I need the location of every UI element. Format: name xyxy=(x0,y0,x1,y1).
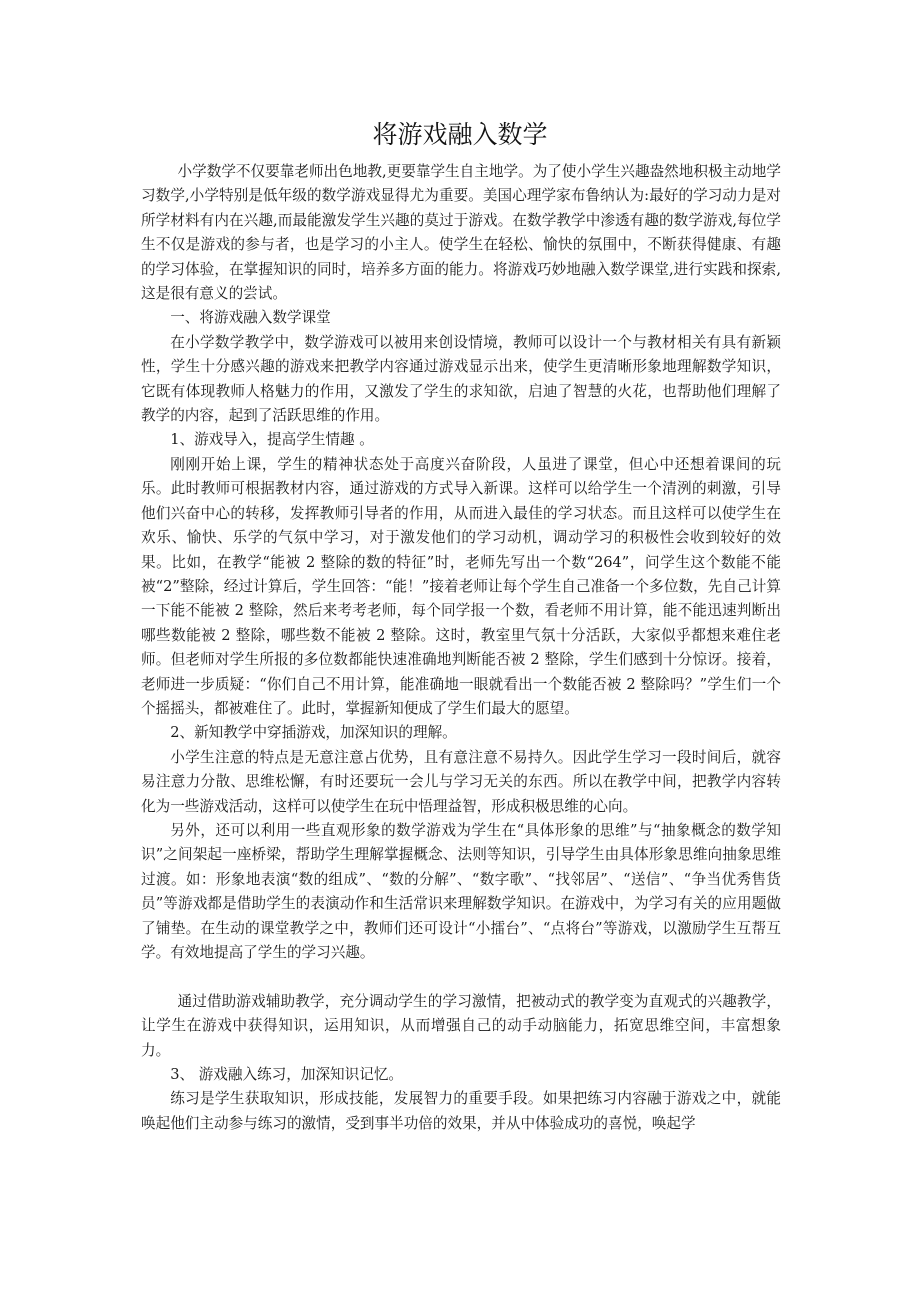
document-title: 将游戏融入数学 xyxy=(372,120,548,149)
body-paragraph: 小学生注意的特点是无意注意占优势，且有意注意不易持久。因此学生学习一段时间后，就容易注意力分散、思维松懈，有时还要玩一会儿与学习无关的东西。所以在教学中间，把教学内容转化为一些游戏活动，这样可以使学生在玩中悟理益智，形成积极思维的心向。 xyxy=(141,748,781,815)
subsection-heading-1: 1、游戏导入，提高学生情趣 。 xyxy=(170,431,374,449)
body-paragraph: 另外，还可以利用一些直观形象的数学游戏为学生在“具体形象的思维”与“抽象概念的数学知识”之间架起一座桥梁，帮助学生理解掌握概念、法则等知识，引导学生由具体形象思维向抽象思维过渡。如：形象地表演“数的组成”、“数的分解”、“数字歌”、“找邻居”、“送信”、“争当优秀售货员”等游戏都是借助学生的表演动作和生活常识来理解数学知识。在游戏中，为学习有关的应用题做了铺垫。在生动的课堂教学之中，教师们还可设计“小擂台”、“点将台”等游戏，以激励学生互帮互学。有效地提高了学生的学习兴趣。 xyxy=(141,821,781,961)
blank-line xyxy=(141,965,781,989)
body-paragraph: 练习是学生获取知识，形成技能，发展智力的重要手段。如果把练习内容融于游戏之中，就能唤起他们主动参与练习的激情，受到事半功倍的效果，并从中体验成功的喜悦，唤起学 xyxy=(141,1090,781,1132)
subsection-heading-2: 2、新知教学中穿插游戏，加深知识的理解。 xyxy=(170,724,457,742)
subsection-heading-3: 3、 游戏融入练习，加深知识记忆。 xyxy=(170,1066,404,1084)
intro-paragraph: 小学数学不仅要靠老师出色地教,更要靠学生自主地学。为了使小学生兴趣盎然地积极主动地学习数学,小学特别是低年级的数学游戏显得尤为重要。美国心理学家布鲁纳认为:最好的学习动力是对所学材料有内在兴趣,而最能激发学生兴趣的莫过于游戏。在数学教学中渗透有趣的数学游戏,每位学生不仅是游戏的参与者，也是学习的小主人。使学生在轻松、愉快的氛围中，不断获得健康、有趣的学习体验，在掌握知识的同时，培养多方面的能力。将游戏巧妙地融入数学课堂,进行实践和探索,这是很有意义的尝试。 xyxy=(141,163,781,303)
document-body xyxy=(141,160,781,1136)
body-paragraph: 通过借助游戏辅助教学，充分调动学生的学习激情，把被动式的教学变为直观式的兴趣教学，让学生在游戏中获得知识，运用知识，从而增强自己的动手动脑能力，拓宽思维空间，丰富想象力。 xyxy=(141,992,781,1059)
body-paragraph: 刚刚开始上课，学生的精神状态处于高度兴奋阶段，人虽进了课堂，但心中还想着课间的玩乐。此时教师可根据教材内容，通过游戏的方式导入新课。这样可以给学生一个清洌的刺激，引导他们兴奋中心的转移，发挥教师引导者的作用，从而进入最佳的学习状态。而且这样可以使学生在欢乐、愉快、乐学的气氛中学习，对于激发他们的学习动机，调动学习的积极性会收到较好的效果。比如，在教学“能被 2 整除的数的特征”时，老师先写出一个数“264”，问学生这个数能不能被“2”整除，经过计算后，学生回答：“能！”接着老师让每个学生自己准备一个多位数，先自己计算一下能不能被 2 整除，然后来考考老师，每个同学报一个数，看老师不用计算，能不能迅速判断出哪些数能被 2 整除，哪些数不能被 2 整除。这时，教室里气氛十分活跃，大家似乎都想来难住老师。但老师对学生所报的多位数都能快速准确地判断能否被 2 整除，学生们感到十分惊讶。接着，老师进一步质疑：“你们自己不用计算，能准确地一眼就看出一个数能否被 2 整除吗？”学生们一个个摇摇头，都被难住了。此时，掌握新知便成了学生们最大的愿望。 xyxy=(141,455,781,717)
section-heading-1: 一、将游戏融入数学课堂 xyxy=(170,309,331,327)
section-paragraph: 在小学数学教学中，数学游戏可以被用来创设情境，教师可以设计一个与教材相关有具有新颖性，学生十分感兴趣的游戏来把教学内容通过游戏显示出来，使学生更清晰形象地理解数学知识，它既有体现教师人格魅力的作用，又激发了学生的求知欲，启迪了智慧的火花，也帮助他们理解了教学的内容，起到了活跃思维的作用。 xyxy=(141,333,781,425)
